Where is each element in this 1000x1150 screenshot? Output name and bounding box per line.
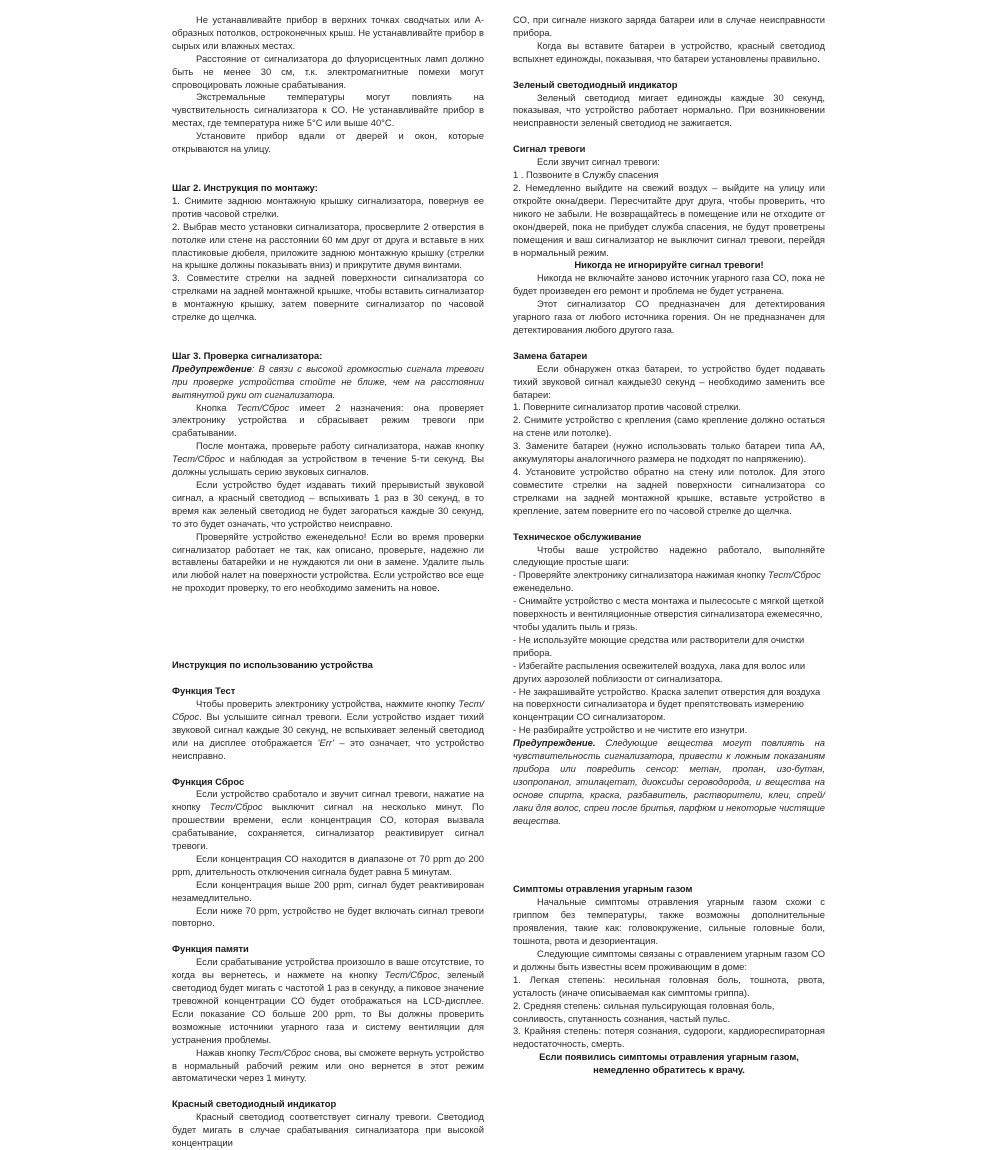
warning-label: Предупреждение.	[513, 737, 596, 749]
green-led-heading: Зеленый светодиодный индикатор	[513, 78, 678, 90]
maintenance-item: - Снимайте устройство с места монтажа и пылесосьте с мягкой щеткой поверхность и вентиляционные отверстия сигнализатора ежемесячно, чтобы удалить пыль и грязь.	[513, 595, 824, 632]
step2-item: 3. Совместите стрелки на задней поверхности сигнализатора со стрелками на задней монтажной крышке, чтобы вставить сигнализатор в монтажную крышку, затем поверните сигнализатор по часовой стрелке до щелчка.	[172, 272, 484, 323]
alarm-heading: Сигнал тревоги	[513, 143, 586, 155]
warning-label: Предупреждение	[172, 362, 252, 374]
func-test-paragraph	[172, 698, 484, 763]
step3-paragraph: Проверяйте устройство еженедельно! Если во время проверки сигнализатор работает не так, как описано, проверьте, надежно ли вставлены батарейки и не нуждаются ли они в замене. Удалите пыль или любой налет на поверхности устройства. Если устройство все еще не проходит проверку, то его необходимо заменить на новое.	[172, 530, 484, 594]
step2-heading: Шаг 2. Инструкция по монтажу:	[172, 181, 318, 193]
symptoms-item: 2. Средняя степень: сильная пульсирующая головная боль, сонливость, спутанность сознания, частый пульс.	[513, 999, 775, 1024]
symptoms-paragraph: Начальные симптомы отравления угарным газом схожи с гриппом без температуры, также возможны дополнительные проявления, такие как: головокружение, сильные головные боли, тошнота, рвота и дезориентация.	[513, 896, 825, 947]
func-reset-paragraph: Если ниже 70 ppm, устройство не будет включать сигнал тревоги повторно.	[172, 904, 484, 929]
intro-paragraph: Установите прибор вдали от дверей и окон, которые открываются на улицу.	[172, 130, 484, 155]
func-reset-paragraph: Если концентрация СО находится в диапазоне от 70 ppm до 200 ppm, длительность отключения сигнала будет равна 5 минутам.	[172, 852, 484, 877]
test-reset-button-ref: Тест/Сброс	[768, 569, 821, 581]
err-code: 'Err'	[317, 736, 334, 748]
func-memory-paragraph	[172, 1047, 484, 1086]
step3-paragraph	[172, 440, 484, 479]
maintenance-item: - Избегайте распыления освежителей воздуха, лака для волос или других аэрозолей поблизости от сигнализатора.	[513, 659, 806, 684]
func-memory-paragraph	[172, 956, 484, 1046]
symptoms-heading: Симптомы отравления угарным газом	[513, 883, 693, 895]
battery-heading: Замена батареи	[513, 349, 588, 361]
func-reset-paragraph: Если концентрация выше 200 ppm, сигнал будет реактивирован незамедлительно.	[172, 878, 484, 903]
red-led-paragraph: Красный светодиод соответствует сигналу тревоги. Светодиод будет мигать в случае срабатывания сигнализатора при высокой концентрации	[172, 1111, 484, 1149]
symptoms-paragraph: Следующие симптомы связаны с отравлением угарным газом СО и должны быть известны всем проживающим в доме:	[513, 948, 825, 972]
text: После монтажа, проверьте работу сигнализатора, нажав кнопку	[196, 440, 484, 452]
alarm-paragraph: Этот сигнализатор СО предназначен для детектирования угарного газа от любого источника горения. Он не предназначен для детектирования любого другого газа.	[513, 298, 825, 335]
alarm-paragraph: Никогда не включайте заново источник угарного газа СО, пока не будет произведен его ремонт и проблема не будет устранена.	[513, 272, 825, 297]
alarm-item: 1 . Позвоните в Службу спасения	[513, 169, 659, 181]
battery-intro: Если обнаружен отказ батареи, то устройство будет подавать тихий звуковой сигнал каждые30 секунд – необходимо заменить все батареи:	[513, 362, 825, 400]
step3-paragraph	[172, 402, 484, 441]
battery-item: 3. Замените батареи (нужно использовать только батареи типа АА, аккумуляторы аналогичного размера не подходят по напряжению).	[513, 440, 825, 465]
alarm-intro: Если звучит сигнал тревоги:	[537, 156, 660, 168]
red-led-paragraph: Когда вы вставите батареи в устройство, красный светодиод вспыхнет единожды, показывая, что батареи установлены правильно.	[513, 39, 825, 64]
func-reset-paragraph	[172, 788, 484, 853]
maintenance-item: - Не разбирайте устройство и не чистите его изнутри.	[513, 724, 748, 736]
text: Кнопка	[196, 401, 237, 413]
text: снова, вы сможете вернуть устройство в нормальный рабочий режим или оно вернется в этот режим автоматически через 1 минуту.	[172, 1046, 484, 1084]
text: . Вы услышите сигнал тревоги. Если устройство издает тихий звуковой сигнал каждые 30 секунд, не вспыхивает зеленый светодиод или на дисплее отображается	[172, 710, 484, 748]
func-test-heading: Функция Тест	[172, 685, 236, 697]
text: Нажав кнопку	[196, 1046, 259, 1058]
intro-paragraph: Экстремальные температуры могут повлиять на чувствительность сигнализатора к СО. Не устанавливайте прибор в местах, где температура ниже 5°С или выше 40°С.	[172, 91, 484, 129]
warning-text: Следующие вещества могут повлиять на чувствительность сигнализатора, привести к ложным показаниям прибора или повредить сенсор: метан, пропан, изо-бутан, изопропанол, этилацетат, диоксиды сероводорода, и вещества на основе спирта, краска, разбавитель, растворители, клеи, спрей/лаки для волос, спреи после бритья, парфюм и некоторые чистящие вещества.	[513, 737, 825, 826]
green-led-paragraph: Зеленый светодиод мигает единожды каждые 30 секунд, показывая, что устройство работает нормально. При возникновении неисправности зеленый светодиод не зажигается.	[513, 91, 825, 129]
text: – это означает, что устройство неисправно.	[172, 736, 484, 761]
test-reset-button-ref: Тест/Сброс	[384, 969, 438, 981]
test-reset-button-ref: Тест/Сброс	[258, 1046, 312, 1058]
maintenance-heading: Техническое обслуживание	[513, 530, 642, 542]
step3-warning	[172, 363, 484, 402]
step2-item: 1. Снимите заднюю монтажную крышку сигнализатора, повернув ее против часовой стрелки.	[172, 194, 484, 219]
text: , зеленый светодиод будет мигать с частотой 1 раз в секунду, а пиковое значение тревожной концентрации СО будет отображаться на LCD-дисплее. Если показание СО больше 200 ppm, то Вы должны проверить возможные источники угарного газа и систему вентиляции для устранения проблемы.	[172, 969, 484, 1045]
maintenance-item: - Не используйте моющие средства или растворители для очистки прибора.	[513, 633, 805, 658]
symptoms-final-line: Если появились симптомы отравления угарным газом,	[539, 1051, 799, 1063]
step3-paragraph: Если устройство будет издавать тихий прерывистый звуковой сигнал, а красный светодиод – вспыхивать 1 раз в 30 секунд, в то время как зеленый светодиод не будет загораться каждые 30 секунд, то это будет означать, что устройство неисправно.	[172, 479, 484, 529]
intro-paragraph: Не устанавливайте прибор в верхних точках сводчатых или А-образных потолков, остроконечных крыш. Не устанавливайте прибор в сырых или влажных местах.	[172, 14, 484, 51]
func-memory-heading: Функция памяти	[172, 943, 249, 955]
right-column	[513, 14, 825, 1077]
text: еженедельно.	[513, 582, 574, 594]
text: выключит сигнал на несколько минут. По прошествии времени, если концентрация СО, которая вызвала срабатывание, сохраняется, сигнализатор реактивирует сигнал тревоги.	[172, 801, 484, 852]
symptoms-final-line: немедленно обратитесь к врачу.	[593, 1064, 745, 1076]
maintenance-item	[513, 569, 825, 595]
maintenance-intro: Чтобы ваше устройство надежно работало, выполняйте следующие простые шаги:	[513, 543, 825, 568]
red-led-heading: Красный светодиодный индикатор	[172, 1098, 337, 1110]
text: Если срабатывание устройства произошло в ваше отсутствие, то когда вы вернетесь, и нажмете на кнопку	[172, 956, 484, 981]
maintenance-item: - Не закрашивайте устройство. Краска залепит отверстия для воздуха на поверхности сигнализатора и будет препятствовать измерению концентрации СО сигнализатором.	[513, 685, 821, 723]
test-reset-button-ref: Тест/Сброс	[236, 401, 290, 413]
maintenance-warning	[513, 737, 825, 827]
battery-item: 2. Снимите устройство с крепления (само крепление должно остаться на стене или потолке).	[513, 414, 825, 439]
text: Если устройство сработало и звучит сигнал тревоги, нажатие на кнопку	[172, 788, 484, 813]
test-reset-button-ref: Тест/Сброс	[209, 801, 263, 813]
left-column	[172, 14, 484, 1150]
test-reset-button-ref: Тест/Сброс	[172, 453, 225, 465]
intro-paragraph: Расстояние от сигнализатора до флуорисцентных ламп должно быть не менее 30 см, т.к. электромагнитные помехи могут спровоцировать ложные срабатывания.	[172, 52, 484, 90]
battery-item: 1. Поверните сигнализатор против часовой стрелки.	[513, 401, 742, 413]
step3-heading: Шаг 3. Проверка сигнализатора:	[172, 349, 323, 361]
text: и наблюдая за устройством в течение 5-ти секунд. Вы должны услышать серию звуковых сигналов.	[172, 453, 484, 478]
text: имеет 2 назначения: она проверяет электронику устройства и сбрасывает режим тревоги при срабатывании.	[172, 401, 484, 439]
text: - Проверяйте электронику сигнализатора нажимая кнопку	[513, 569, 769, 581]
battery-item: 4. Установите устройство обратно на стену или потолок. Для этого совместите стрелки на задней поверхности сигнализатора со стрелками на задней монтажной крышке, вставьте устройство в крепление, затем поверните его по часовой стрелке до щелчка.	[513, 466, 825, 516]
test-reset-button-ref: Тест/Сброс	[172, 697, 484, 722]
warning-text: : В связи с высокой громкостью сигнала тревоги при проверке устройства стойте не ближе, чем на расстоянии вытянутой руки от сигнализатора.	[172, 362, 484, 400]
alarm-item: 2. Немедленно выйдите на свежий воздух – выйдите на улицу или откройте окна/двери. Пересчитайте друг друга, чтобы проверить, что никого не забыли. Не возвращайтесь в помещение или не отходите от окон/дверей, пока не прибудет служба спасения, не будут проветрены помещения и ваш сигнализатор не выключит сигнал тревоги, перейдя в нормальный режим.	[513, 181, 825, 258]
text: Чтобы проверить электронику устройства, нажмите кнопку	[196, 697, 459, 709]
step2-item: 2. Выбрав место установки сигнализатора, просверлите 2 отверстия в потолке или стене на расстоянии 60 мм друг от друга и вставьте в них пластиковые дюбеля, приложите заднюю монтажную крышку (стрелки на крышке должны показывать вниз) и прикрутите двумя винтами.	[172, 220, 484, 271]
red-led-continued: СО, при сигнале низкого заряда батареи или в случае неисправности прибора.	[513, 14, 825, 38]
usage-title: Инструкция по использованию устройства	[172, 659, 373, 671]
func-reset-heading: Функция Сброс	[172, 775, 245, 787]
alarm-emphasis: Никогда не игнорируйте сигнал тревоги!	[574, 259, 764, 271]
symptoms-item: 3. Крайняя степень: потеря сознания, судороги, кардиореспираторная недостаточность, смерть.	[513, 1025, 825, 1050]
symptoms-item: 1. Легкая степень: несильная головная боль, тошнота, рвота, усталость (иначе описываемая как симптомы гриппа).	[513, 973, 825, 998]
